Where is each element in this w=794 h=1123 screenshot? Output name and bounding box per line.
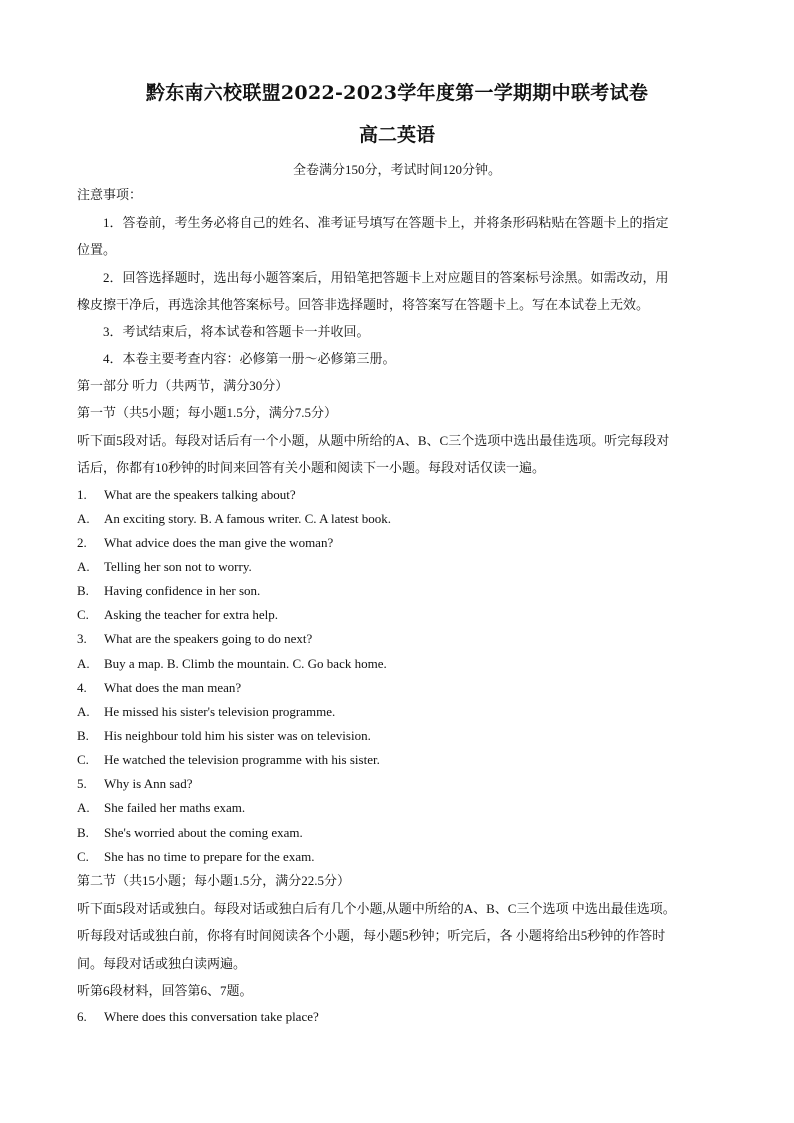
option-label: C. bbox=[77, 752, 89, 767]
question-4-option-b bbox=[77, 728, 727, 744]
option-label: A. bbox=[77, 656, 90, 671]
note-1-line-1: 1．答卷前，考生务必将自己的姓名、准考证号填写在答题卡上，并将条形码粘贴在答题卡上的指定 bbox=[103, 215, 669, 230]
question-1-options bbox=[77, 511, 727, 527]
question-number: 5. bbox=[77, 776, 87, 791]
option-text: She has no time to prepare for the exam. bbox=[104, 849, 315, 864]
note-4: 4．本卷主要考查内容：必修第一册～必修第三册。 bbox=[103, 351, 396, 366]
option-label: B. bbox=[77, 825, 89, 840]
note-1-line-2: 位置。 bbox=[77, 242, 117, 257]
section2-instructions-line-3: 间。每段对话或独白读两遍。 bbox=[77, 956, 247, 971]
question-3-options bbox=[77, 656, 727, 672]
option-label: C. bbox=[77, 849, 89, 864]
question-number: 3. bbox=[77, 631, 87, 646]
question-text: What are the speakers talking about? bbox=[104, 487, 296, 502]
question-text: What does the man mean? bbox=[104, 680, 242, 695]
question-3 bbox=[77, 631, 727, 647]
question-text: Why is Ann sad? bbox=[104, 776, 193, 791]
question-number: 4. bbox=[77, 680, 87, 695]
question-number: 2. bbox=[77, 535, 87, 550]
option-text: He watched the television programme with his sister. bbox=[104, 752, 380, 767]
option-label: B. bbox=[77, 728, 89, 743]
question-number: 6. bbox=[77, 1009, 87, 1024]
option-text: Having confidence in her son. bbox=[104, 583, 261, 598]
section2-instructions-line-2: 听每段对话或独白前，你将有时间阅读各个小题，每小题5秒钟；听完后，各 小题将给出5秒钟的作答时 bbox=[77, 928, 666, 943]
option-label: A. bbox=[77, 511, 90, 526]
section1-instructions-line-2: 话后，你都有10秒钟的时间来回答有关小题和阅读下一小题。每段对话仅读一遍。 bbox=[77, 460, 546, 475]
question-4-option-c bbox=[77, 752, 727, 768]
exam-info: 全卷满分150分，考试时间120分钟。 bbox=[292, 162, 501, 177]
question-5-option-b bbox=[77, 825, 727, 841]
question-2-option-c bbox=[77, 607, 727, 623]
question-number: 1. bbox=[77, 487, 87, 502]
option-text: Telling her son not to worry. bbox=[104, 559, 252, 574]
subject-title: 高二英语 bbox=[358, 124, 435, 146]
option-text: He missed his sister's television programme. bbox=[104, 704, 336, 719]
option-label: A. bbox=[77, 559, 90, 574]
option-text: She failed her maths exam. bbox=[104, 800, 246, 815]
option-label: A. bbox=[77, 800, 90, 815]
question-2-option-b bbox=[77, 583, 727, 599]
question-4 bbox=[77, 680, 727, 696]
section2-instructions-line-1: 听下面5段对话或独白。每段对话或独白后有几个小题,从题中所给的A、B、C三个选项 中选出最佳选项。 bbox=[77, 901, 676, 916]
material-6-heading: 听第6段材料，回答第6、7题。 bbox=[77, 983, 253, 998]
question-5 bbox=[77, 776, 727, 792]
note-2-line-2: 橡皮擦干净后，再选涂其他答案标号。回答非选择题时，将答案写在答题卡上。写在本试卷上无效。 bbox=[77, 297, 650, 312]
question-1 bbox=[77, 487, 727, 503]
question-2 bbox=[77, 535, 727, 551]
option-text: She's worried about the coming exam. bbox=[104, 825, 303, 840]
section2-heading: 第二节（共15小题；每小题1.5分，满分22.5分） bbox=[77, 873, 351, 888]
exam-title: 黔东南六校联盟2022-2023学年度第一学期期中联考试卷 bbox=[145, 82, 649, 104]
note-3: 3．考试结束后，将本试卷和答题卡一并收回。 bbox=[103, 324, 370, 339]
question-5-option-a bbox=[77, 800, 727, 816]
question-5-option-c bbox=[77, 849, 727, 865]
section1-heading: 第一节（共5小题；每小题1.5分，满分7.5分） bbox=[77, 405, 338, 420]
question-text: What advice does the man give the woman? bbox=[104, 535, 334, 550]
part1-heading: 第一部分 听力（共两节，满分30分） bbox=[77, 378, 289, 393]
option-text: His neighbour told him his sister was on television. bbox=[104, 728, 371, 743]
question-2-option-a bbox=[77, 559, 727, 575]
question-6 bbox=[77, 1009, 727, 1025]
option-label: A. bbox=[77, 704, 90, 719]
option-text: An exciting story. B. A famous writer. C. A latest book. bbox=[104, 511, 391, 526]
option-label: C. bbox=[77, 607, 89, 622]
question-text: Where does this conversation take place? bbox=[104, 1009, 319, 1024]
question-text: What are the speakers going to do next? bbox=[104, 631, 313, 646]
section1-instructions-line-1: 听下面5段对话。每段对话后有一个小题，从题中所给的A、B、C三个选项中选出最佳选项。听完每段对 bbox=[77, 433, 670, 448]
notes-heading: 注意事项： bbox=[77, 187, 143, 202]
note-2-line-1: 2．回答选择题时，选出每小题答案后，用铅笔把答题卡上对应题目的答案标号涂黑。如需改动，用 bbox=[103, 270, 669, 285]
option-label: B. bbox=[77, 583, 89, 598]
option-text: Buy a map. B. Climb the mountain. C. Go back home. bbox=[104, 656, 387, 671]
question-4-option-a bbox=[77, 704, 727, 720]
option-text: Asking the teacher for extra help. bbox=[104, 607, 278, 622]
